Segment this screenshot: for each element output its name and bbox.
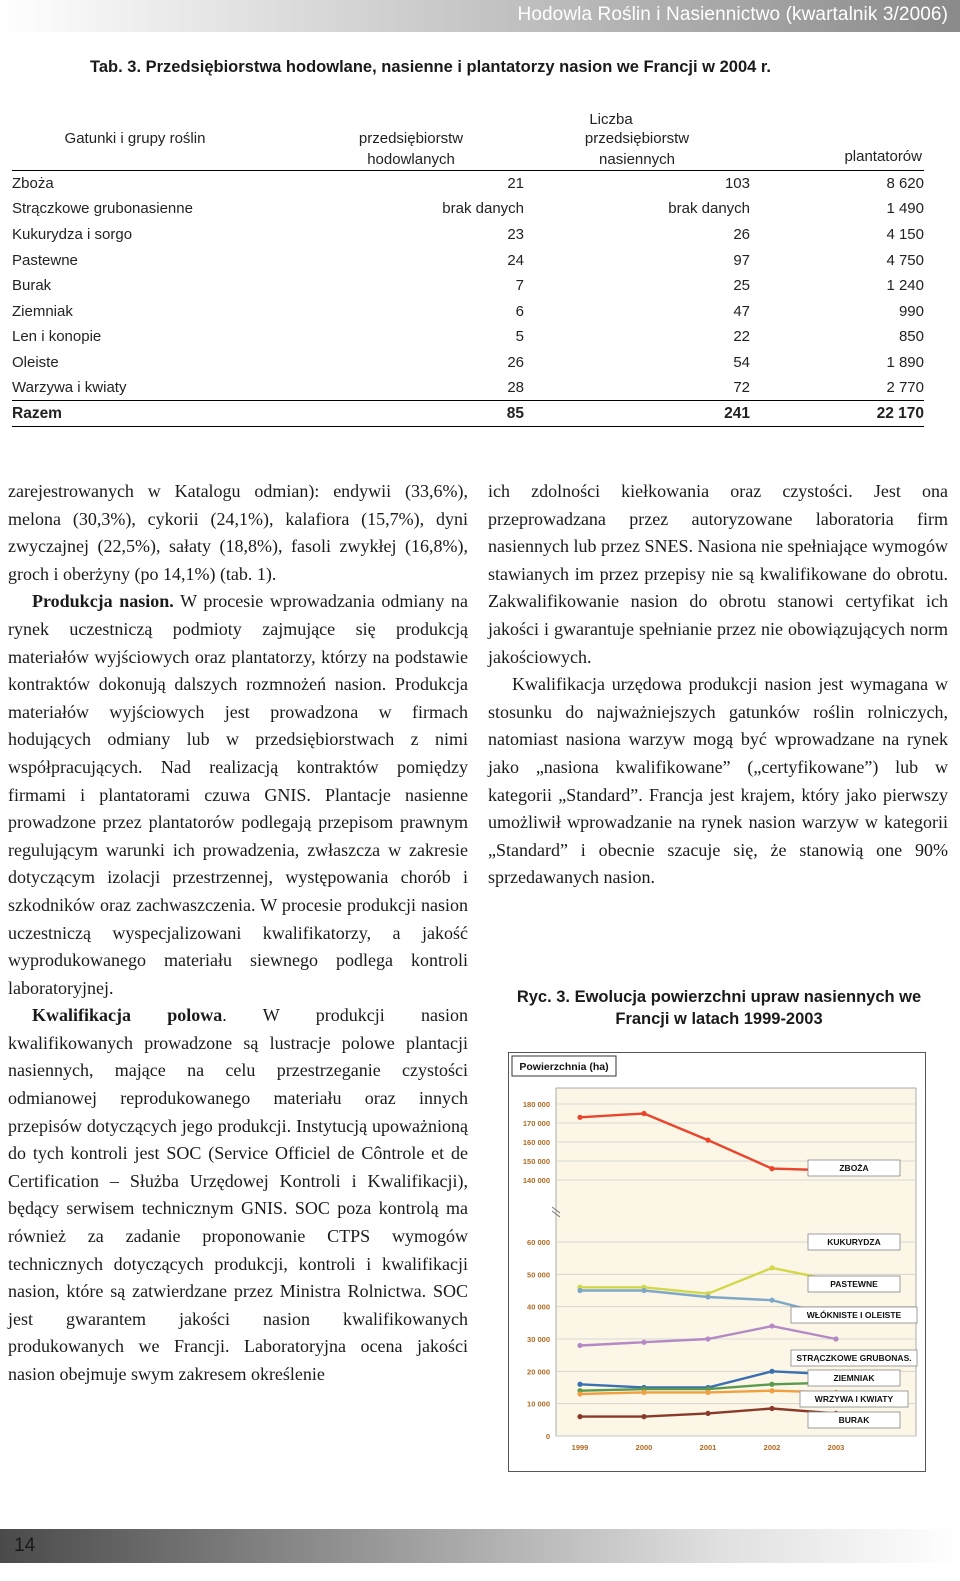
table-cell: 1 240 — [886, 277, 924, 295]
header-bar — [0, 0, 960, 32]
table-cell: 850 — [898, 328, 924, 346]
table-cell: Len i konopie — [12, 328, 102, 346]
table-cell: brak danych — [668, 200, 750, 218]
page-number: 14 — [14, 1535, 36, 1556]
y-tick-label: 180 000 — [522, 1100, 550, 1109]
table-cell: Kukurydza i sorgo — [12, 225, 133, 243]
footer-bar — [0, 1529, 960, 1563]
seed-area-chart — [508, 1052, 926, 1472]
table-cell: 25 — [733, 277, 750, 295]
data-point — [769, 1382, 774, 1387]
x-tick-label: 1999 — [571, 1443, 589, 1452]
data-point — [577, 1115, 582, 1120]
table-cell: 4 750 — [886, 251, 924, 269]
total-row — [12, 401, 924, 427]
table-cell: 85 — [298, 401, 524, 427]
paragraph — [8, 588, 468, 1002]
table-row — [12, 247, 924, 273]
legend-label: WRZYWA I KWIATY — [814, 1394, 894, 1404]
table-cell: Pastewne — [12, 251, 78, 269]
data-point — [577, 1414, 582, 1419]
x-tick-label: 2002 — [763, 1443, 781, 1452]
seed-header-line2: nasiennych — [599, 151, 675, 168]
data-point — [769, 1298, 774, 1303]
y-tick-label: 170 000 — [522, 1119, 550, 1128]
legend-label: KUKURYDZA — [827, 1237, 881, 1247]
table-row — [12, 375, 924, 401]
y-tick-label: 20 000 — [527, 1367, 550, 1377]
paragraph: zarejestrowanych w Katalogu odmian): endywii (33,6%), melona (30,3%), cykorii (24,1%), kalafiora (15,7%), dyni zwyczajnej (22,5%), sałaty (18,8%), fasoli zwykłej (16,8%), groch i oberżyny (po 14,1%) (tab. 1). — [8, 481, 468, 584]
data-point — [577, 1343, 582, 1348]
data-point — [705, 1138, 710, 1143]
section-heading: Kwalifikacja polowa — [32, 1005, 223, 1026]
x-tick-label: 2000 — [635, 1443, 653, 1452]
data-point — [769, 1369, 774, 1374]
y-tick-label: 10 000 — [527, 1399, 550, 1409]
data-point — [769, 1166, 774, 1171]
figure-caption-line2: Francji w latach 1999-2003 — [615, 1010, 823, 1028]
paragraph-text: . W produkcji nasion kwalifikowanych prowadzone są lustracje polowe plantacji nasiennych, mające na celu przestrzeganie czystości odmianowej reprodukowanego materiału oraz innych przepisów dotyczących jego produkcji. Instytucją upoważnioną do tych kontroli jest SOC (Service Officiel de Côntrole et de Certification – Służba Urzędowej Kontroli i Kwalifikacji), będący serwisem technicznym GNIS. SOC poza kontrolą ma również za zadanie proponowanie CTPS wymogów technicznych dotyczących produkcji, kontroli i kwalifikacji nasion, które są zatwierdzane przez Ministra Rolnictwa. SOC jest gwarantem jakości nasion kwalifikowanych produkowanych we Francji. Laboratoryjna ocena jakości nasion obejmuje swym zakresem określenie — [8, 1005, 468, 1384]
left-text-column — [8, 478, 468, 1389]
table-cell: Ziemniak — [12, 302, 73, 320]
table-cell: 26 — [507, 353, 524, 371]
paragraph-text: W procesie wprowadzania odmiany na rynek uczestniczą podmioty zajmujące się produkcją materiałów wyjściowych oraz plantatorzy, którzy na podstawie kontraktów dokonują dalszych rozmnożeń nasion. Produkcja materiałów wyjściowych jest prowadzona w firmach hodujących odmiany lub w przedsiębiorstwach z nimi współpracujących. Nad realizacją kontraktów pomiędzy firmami i plantatorami czuwa GNIS. Plantacje nasienne prowadzone przez plantatorów podlegają przepisom prawnym regulującym warunki ich prowadzenia, zwłaszcza w zakresie dotyczącym izolacji przestrzennej, występowania chorób i szkodników oraz zachwaszczenia. W procesie produkcji nasion uczestniczą wyspecjalizowani kwalifikatorzy, a jakość wyprodukowanego materiału siewnego podlega kontroli laboratoryjnej. — [8, 591, 468, 998]
legend-label: ZBOŻA — [839, 1163, 869, 1173]
species-header: Gatunki i grupy roślin — [64, 130, 206, 147]
table-cell: 54 — [733, 353, 750, 371]
data-point — [641, 1111, 646, 1116]
data-point — [577, 1391, 582, 1396]
right-text-column — [488, 478, 948, 892]
table-cell: 97 — [733, 251, 750, 269]
data-point — [641, 1414, 646, 1419]
table-cell: 26 — [733, 225, 750, 243]
table-row — [12, 350, 924, 376]
y-axis-label: Powierzchnia (ha) — [519, 1061, 609, 1073]
table-cell: 47 — [733, 302, 750, 320]
table-cell: Oleiste — [12, 353, 59, 371]
y-tick-label: 30 000 — [527, 1335, 550, 1344]
y-tick-label: 40 000 — [527, 1302, 550, 1312]
data-point — [641, 1340, 646, 1345]
figure-caption — [486, 986, 952, 1030]
table-row — [12, 222, 924, 248]
table-cell: Warzywa i kwiaty — [12, 379, 127, 397]
column-group-header: Liczba — [589, 111, 633, 128]
data-point — [705, 1294, 710, 1299]
seed-header — [524, 128, 750, 171]
section-heading: Produkcja nasion. — [32, 591, 174, 612]
table-cell: 72 — [733, 379, 750, 397]
paragraph: Kwalifikacja urzędowa produkcji nasion jest wymagana w stosunku do najważniejszych gatunków roślin rolniczych, natomiast nasiona warzyw mogą być wprowadzane na rynek jako „nasiona kwalifikowane” („certyfikowane”) lub w kategorii „Standard”. Francja jest krajem, który jako pierwszy umożliwił wprowadzanie na rynek nasion warzyw w kategorii „Standard” i obecnie szacuje się, że stanowią one 90% sprzedawanych nasion. — [488, 674, 948, 888]
data-point — [769, 1265, 774, 1270]
breeding-header-line2: hodowlanych — [367, 151, 455, 168]
seed-header-line1: przedsiębiorstw — [584, 130, 690, 147]
breeding-header-line1: przedsiębiorstw — [358, 130, 464, 147]
table-cell: 4 150 — [886, 225, 924, 243]
data-point — [769, 1323, 774, 1328]
y-tick-label: 60 000 — [527, 1238, 550, 1247]
table-cell: 103 — [724, 175, 750, 193]
data-point — [705, 1336, 710, 1341]
table-row — [12, 171, 924, 197]
table-cell: Razem — [12, 401, 298, 427]
table-row — [12, 196, 924, 222]
figure-caption-line1: Ryc. 3. Ewolucja powierzchni upraw nasiennych we — [516, 988, 922, 1006]
table-cell: 1 490 — [886, 200, 924, 218]
table-cell: 241 — [524, 401, 750, 427]
table-cell: 8 620 — [886, 175, 924, 193]
table-cell: Burak — [12, 277, 52, 295]
table-row — [12, 298, 924, 324]
legend-label: STRĄCZKOWE GRUBONAS. — [796, 1353, 912, 1363]
data-table — [12, 106, 924, 427]
table-cell: brak danych — [442, 200, 524, 218]
paragraph — [8, 1002, 468, 1388]
y-tick-label: 50 000 — [527, 1270, 550, 1280]
y-tick-label: 150 000 — [522, 1157, 550, 1166]
legend-label: WŁÓKNISTE I OLEISTE — [806, 1310, 902, 1320]
table-cell: 28 — [507, 379, 524, 397]
table-cell: 22 — [733, 328, 750, 346]
y-tick-label: 160 000 — [522, 1138, 550, 1147]
table-row — [12, 324, 924, 350]
data-point — [705, 1411, 710, 1416]
data-point — [641, 1390, 646, 1395]
table-cell: 5 — [515, 328, 524, 346]
paragraph: ich zdolności kiełkowania oraz czystości. Jest ona przeprowadzana przez autoryzowane laboratoria firm nasiennych lub przez SNES. Nasiona nie spełniające wymogów stawianych im przez przepisy nie są kwalifikowane do obrotu. Zakwalifikowanie nasion do obrotu stanowi certyfikat ich jakości i gwarantuje spełnianie przez nie obowiązujących norm jakościowych. — [488, 481, 948, 667]
table-cell: 22 170 — [750, 401, 924, 427]
table-cell: 24 — [507, 251, 524, 269]
data-point — [705, 1390, 710, 1395]
breeding-header — [298, 128, 524, 171]
y-tick-label: 0 — [545, 1432, 550, 1441]
table-cell: 2 770 — [886, 379, 924, 397]
legend-label: BURAK — [838, 1415, 870, 1425]
table-row — [12, 273, 924, 299]
table-cell: 990 — [898, 302, 924, 320]
table-cell: 7 — [515, 277, 524, 295]
legend-label: PASTEWNE — [830, 1279, 878, 1289]
journal-title: Hodowla Roślin i Nasiennictwo (kwartalnik 3/2006) — [517, 4, 948, 25]
x-tick-label: 2003 — [827, 1443, 845, 1452]
table-cell: Zboża — [12, 175, 54, 193]
x-tick-label: 2001 — [699, 1443, 717, 1452]
data-point — [577, 1382, 582, 1387]
table-cell: 1 890 — [886, 353, 924, 371]
table-cell: 21 — [507, 175, 524, 193]
data-point — [769, 1406, 774, 1411]
growers-header: plantatorów — [844, 147, 922, 165]
data-point — [641, 1288, 646, 1293]
legend-label: ZIEMNIAK — [833, 1373, 875, 1383]
data-point — [577, 1288, 582, 1293]
data-point — [769, 1388, 774, 1393]
table-cell: 23 — [507, 225, 524, 243]
y-tick-label: 140 000 — [522, 1176, 550, 1185]
table-caption: Tab. 3. Przedsiębiorstwa hodowlane, nasienne i plantatorzy nasion we Francji w 2004 r. — [90, 58, 771, 76]
table-cell: 6 — [515, 302, 524, 320]
table-cell: Strączkowe grubonasienne — [12, 200, 193, 218]
data-point — [833, 1336, 838, 1341]
